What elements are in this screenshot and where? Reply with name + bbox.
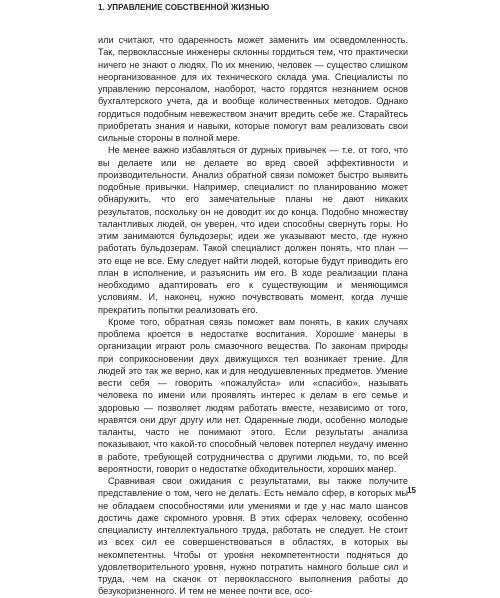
paragraph: или считают, что одаренность может заменить им осведомленность. Так, первоклассные инженеры склонны гордиться тем, что практически ничего не знают о людях. По их мнению, человек — существо слишком неорганизованное для их технического склада ума. Специалисты по управлению персоналом, наоборот, часто гордятся незнанием основ бухгалтерского учета, да и вообще количественных методов. Однако гордиться подобным невежеством значит вредить себе же. Старайтесь приобретать знания и навыки, которые помогут вам реализовать свои сильные стороны в полной мере. [98,35,408,143]
paragraph: Не менее важно избавляться от дурных привычек — т.е. от того, что вы делаете или не делаете во вред своей эффективности и производительности. Анализ обратной связи поможет быстро выявить подобные привычки. Например, специалист по планированию может обнаружить, что его замечательные планы не дают никаких результатов, поскольку он не доводит их до конца. Подобно множеству талантливых людей, он уверен, что идеи способны свернуть горы. Но этим занимаются бульдозеры; идеи же указывают место, где нужно работать бульдозерам. Такой специалист должен понять, что план — это еще не все. Ему следует найти людей, которые будут приводить его план в исполнение, и разъяснить им его. В ходе реализации плана необходимо адаптировать его к существующим и меняющимся условиям. И, наконец, нужно почувствовать момент, когда лучше прекратить попытки реализовать его. [98,145,408,315]
body-text [98,34,408,598]
running-header: 1. УПРАВЛЕНИЕ СОБСТВЕННОЙ ЖИЗНЬЮ [98,3,270,12]
paragraph: Кроме того, обратная связь поможет вам понять, в каких случаях проблема кроется в недостатке воспитания. Хорошие манеры в организации играют роль смазочного вещества. По законам природы при соприкосновении двух движущихся тел возникает трение. Для людей это так же верно, как и для неодушевленных предметов. Умение вести себя — говорить «пожалуйста» или «спасибо», называть человека по имени или проявлять интерес к делам в его семье и здоровью — позволяет людям работать вместе, независимо от того, нравятся они друг другу или нет. Одаренные люди, особенно молодые таланты, часто не понимают этого. Если результаты анализа показывают, что какой-то способный человек потерпел неудачу именно в работе, требующей сотрудничества с другими людьми, то, по всей вероятности, говорит о недостатке обходительности, хороших манер. [98,316,408,474]
paragraph: Сравнивая свои ожидания с результатами, вы также получите представление о том, чего не делать. Есть немало сфер, в которых мы не обладаем способностями или умениями и где у нас мало шансов достичь даже скромного уровня. В этих сферах человеку, особенно специалисту интеллектуального труда, работать не следует. Не стоит из всех сил ее совершенствоваться в областях, в которых вы некомпетентны. Чтобы от уровня некомпетентности подняться до удовлетворительного уровня, нужно потратить намного больше сил и труда, чем на скачок от первоклассного выполнения работы до безукоризненного. И тем не менее почти все, осо- [98,476,408,597]
page-number: 15 [407,486,416,495]
